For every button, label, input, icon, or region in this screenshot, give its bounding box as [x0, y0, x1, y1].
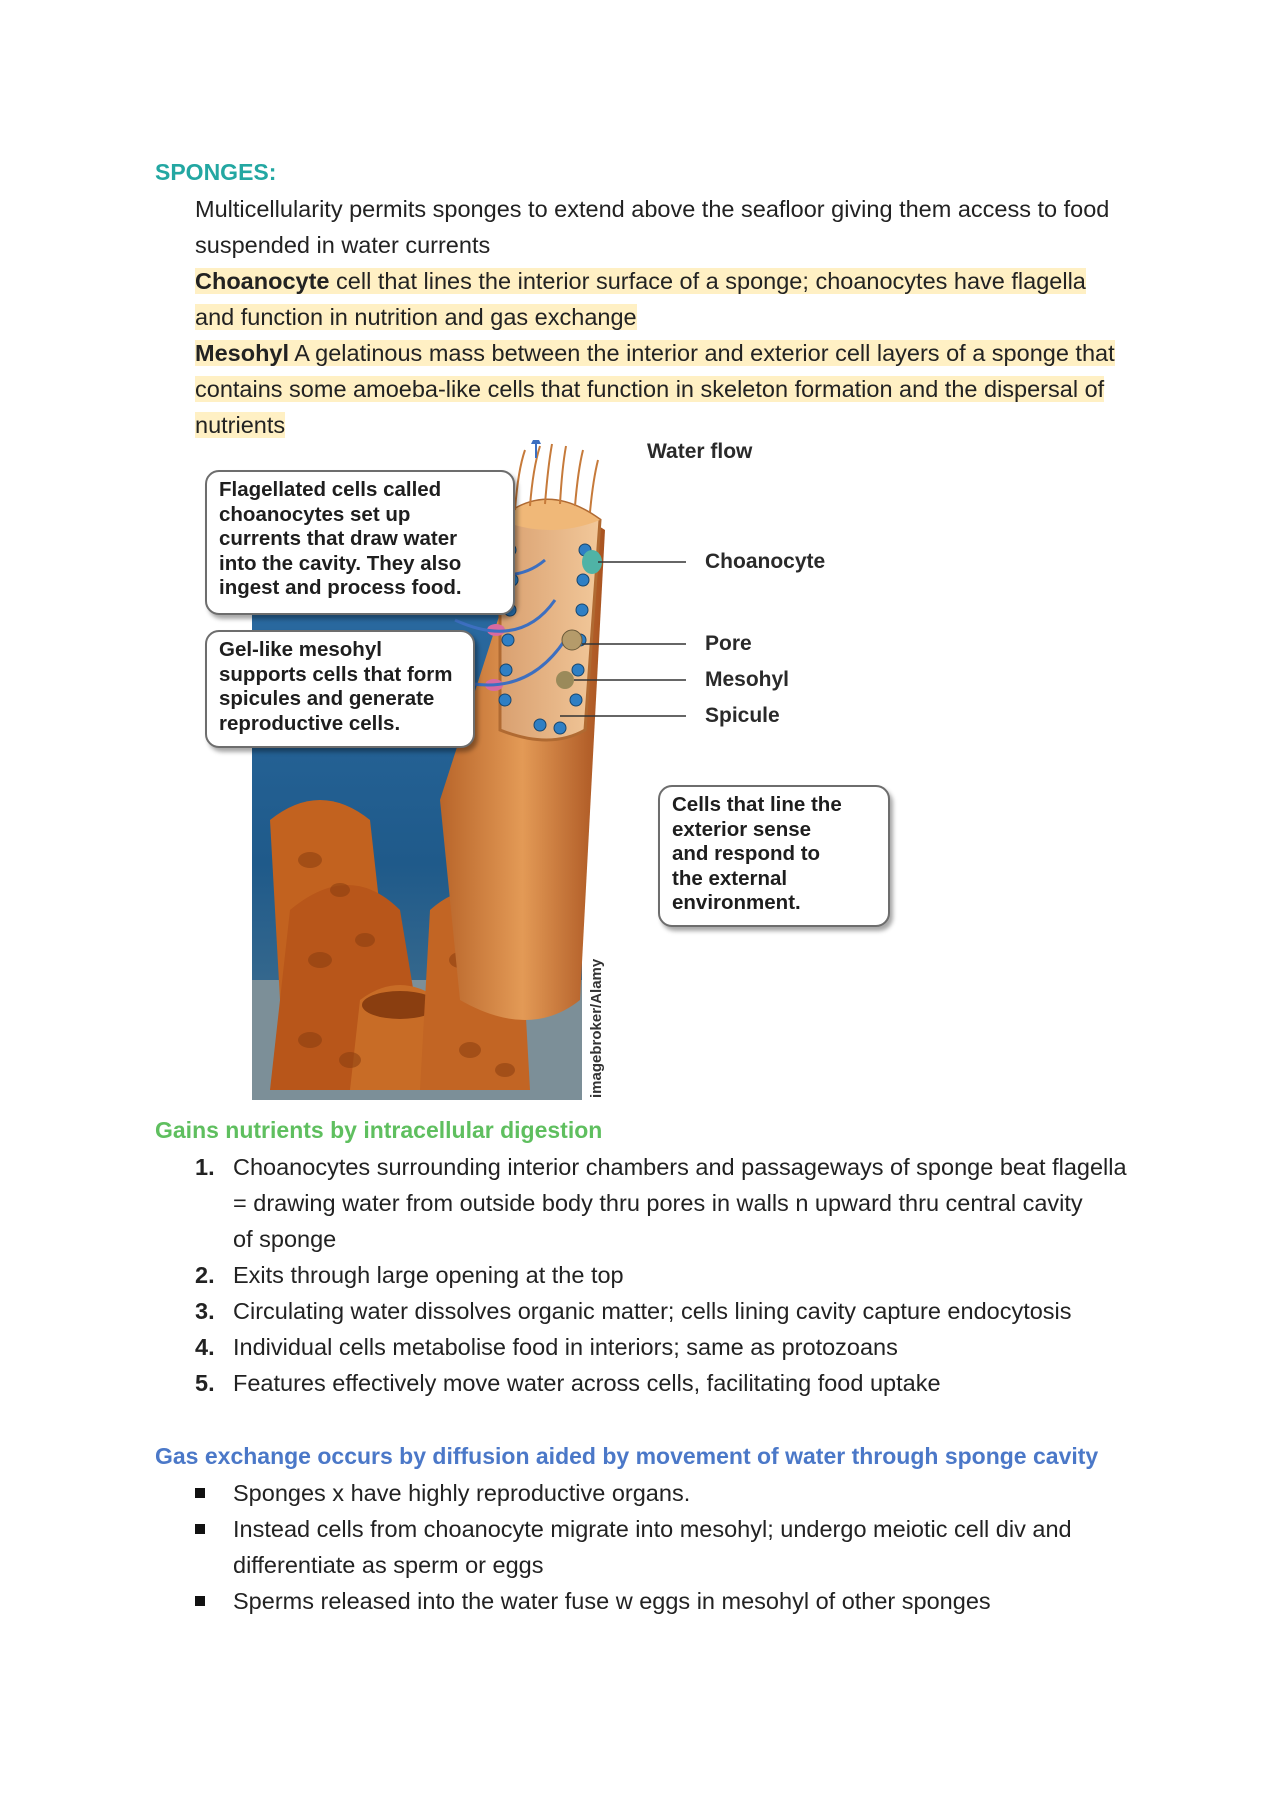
label-water-flow: Water flow — [647, 440, 753, 463]
nutrient-item-2-text: Exits through large opening at the top — [233, 1262, 624, 1288]
gas-item-1-text: Sponges x have highly reproductive organs. — [233, 1480, 691, 1506]
gas-item-2-line-2: differentiate as sperm or eggs — [233, 1552, 544, 1578]
mesohyl-definition-text-2: contains some amoeba-like cells that function in skeleton formation and the dispersal of — [195, 376, 1105, 402]
nutrient-item-1-cont — [195, 1185, 1083, 1221]
item-number-1: 1. — [195, 1154, 215, 1180]
choanocyte-definition-text: cell that lines the interior surface of a sponge; choanocytes have flagella — [329, 268, 1086, 294]
gas-exchange-heading: Gas exchange occurs by diffusion aided by movement of water through sponge cavity — [155, 1443, 1099, 1469]
mesohyl-definition-text: A gelatinous mass between the interior and exterior cell layers of a sponge that — [289, 340, 1115, 366]
callout-3-line-5: environment. — [672, 891, 801, 914]
callout-mesohyl-function — [205, 630, 475, 748]
choanocyte-definition-line-1 — [195, 263, 1086, 299]
callout-1-line-1: Flagellated cells called — [219, 478, 442, 501]
callout-2-line-2: supports cells that form — [219, 662, 453, 686]
callout-3-line-2: exterior sense — [672, 817, 812, 841]
nutrient-item-1-line-2: = drawing water from outside body thru pores in walls n upward thru central cavity — [233, 1190, 1083, 1216]
nutrient-item-4-text: Individual cells metabolise food in interiors; same as protozoans — [233, 1334, 898, 1360]
callout-3-line-3: and respond to — [672, 842, 821, 865]
callout-exterior-cells — [658, 785, 890, 927]
gas-item-2 — [195, 1511, 1072, 1547]
gas-item-2-line-1: Instead cells from choanocyte migrate into mesohyl; undergo meiotic cell div and — [233, 1516, 1072, 1542]
choanocyte-term: Choanocyte — [195, 268, 330, 294]
nutrient-item-1-line-1: Choanocytes surrounding interior chambers and passageways of sponge beat flagella — [233, 1154, 1127, 1180]
callout-choanocyte-function — [205, 470, 515, 615]
callout-2-line-3: spicules and generate — [219, 687, 435, 710]
nutrient-item-3-text: Circulating water dissolves organic matter; cells lining cavity capture endocytosis — [233, 1298, 1072, 1324]
nutrient-item-5 — [195, 1365, 941, 1401]
square-bullet-icon — [195, 1488, 205, 1498]
intro-line-2: suspended in water currents — [195, 232, 491, 258]
nutrient-item-2 — [195, 1257, 624, 1293]
sponge-figure — [200, 440, 900, 1100]
nutrients-heading: Gains nutrients by intracellular digestion — [155, 1117, 603, 1143]
callout-1-line-4: into the cavity. They also — [219, 551, 462, 575]
item-number-5: 5. — [195, 1370, 215, 1396]
nutrient-item-3 — [195, 1293, 1072, 1329]
callout-3-line-4: the external — [672, 866, 788, 890]
mesohyl-term: Mesohyl — [195, 340, 290, 366]
callout-1-line-2: choanocytes set up — [219, 502, 411, 526]
callout-1-line-3: currents that draw water — [219, 527, 458, 550]
nutrient-item-4 — [195, 1329, 898, 1365]
nutrient-item-1-cont2 — [195, 1221, 336, 1257]
gas-item-1 — [195, 1475, 690, 1511]
item-number-3: 3. — [195, 1298, 215, 1324]
gas-item-3-text: Sperms released into the water fuse w eggs in mesohyl of other sponges — [233, 1588, 991, 1614]
square-bullet-icon — [195, 1524, 205, 1534]
callout-1-line-5: ingest and process food. — [219, 576, 462, 599]
gas-item-2-cont — [195, 1547, 543, 1583]
callout-2-line-4: reproductive cells. — [219, 711, 401, 735]
nutrient-item-1-line-3: of sponge — [233, 1226, 337, 1252]
label-mesohyl: Mesohyl — [705, 668, 790, 691]
mesohyl-definition-line-3 — [195, 407, 285, 443]
callout-3-line-1: Cells that line the — [672, 793, 842, 816]
mesohyl-definition-line-1 — [195, 335, 1115, 371]
page-title: SPONGES: — [155, 159, 277, 185]
callout-2-line-1: Gel-like mesohyl — [219, 638, 382, 661]
nutrient-item-1 — [195, 1149, 1127, 1185]
item-number-2: 2. — [195, 1262, 215, 1288]
square-bullet-icon — [195, 1596, 205, 1606]
choanocyte-definition-text-2: and function in nutrition and gas exchange — [195, 304, 637, 330]
intro-line-1: Multicellularity permits sponges to extend above the seafloor giving them access to food — [195, 196, 1110, 222]
item-number-4: 4. — [195, 1334, 215, 1360]
gas-item-3 — [195, 1583, 991, 1619]
mesohyl-definition-text-3: nutrients — [195, 412, 286, 438]
label-choanocyte: Choanocyte — [705, 550, 826, 573]
choanocyte-definition-line-2 — [195, 299, 637, 335]
mesohyl-definition-line-2 — [195, 371, 1104, 407]
photo-credit: imagebroker/Alamy — [588, 958, 605, 1098]
label-spicule: Spicule — [705, 704, 780, 727]
label-pore: Pore — [705, 632, 752, 655]
nutrient-item-5-text: Features effectively move water across cells, facilitating food uptake — [233, 1370, 941, 1396]
